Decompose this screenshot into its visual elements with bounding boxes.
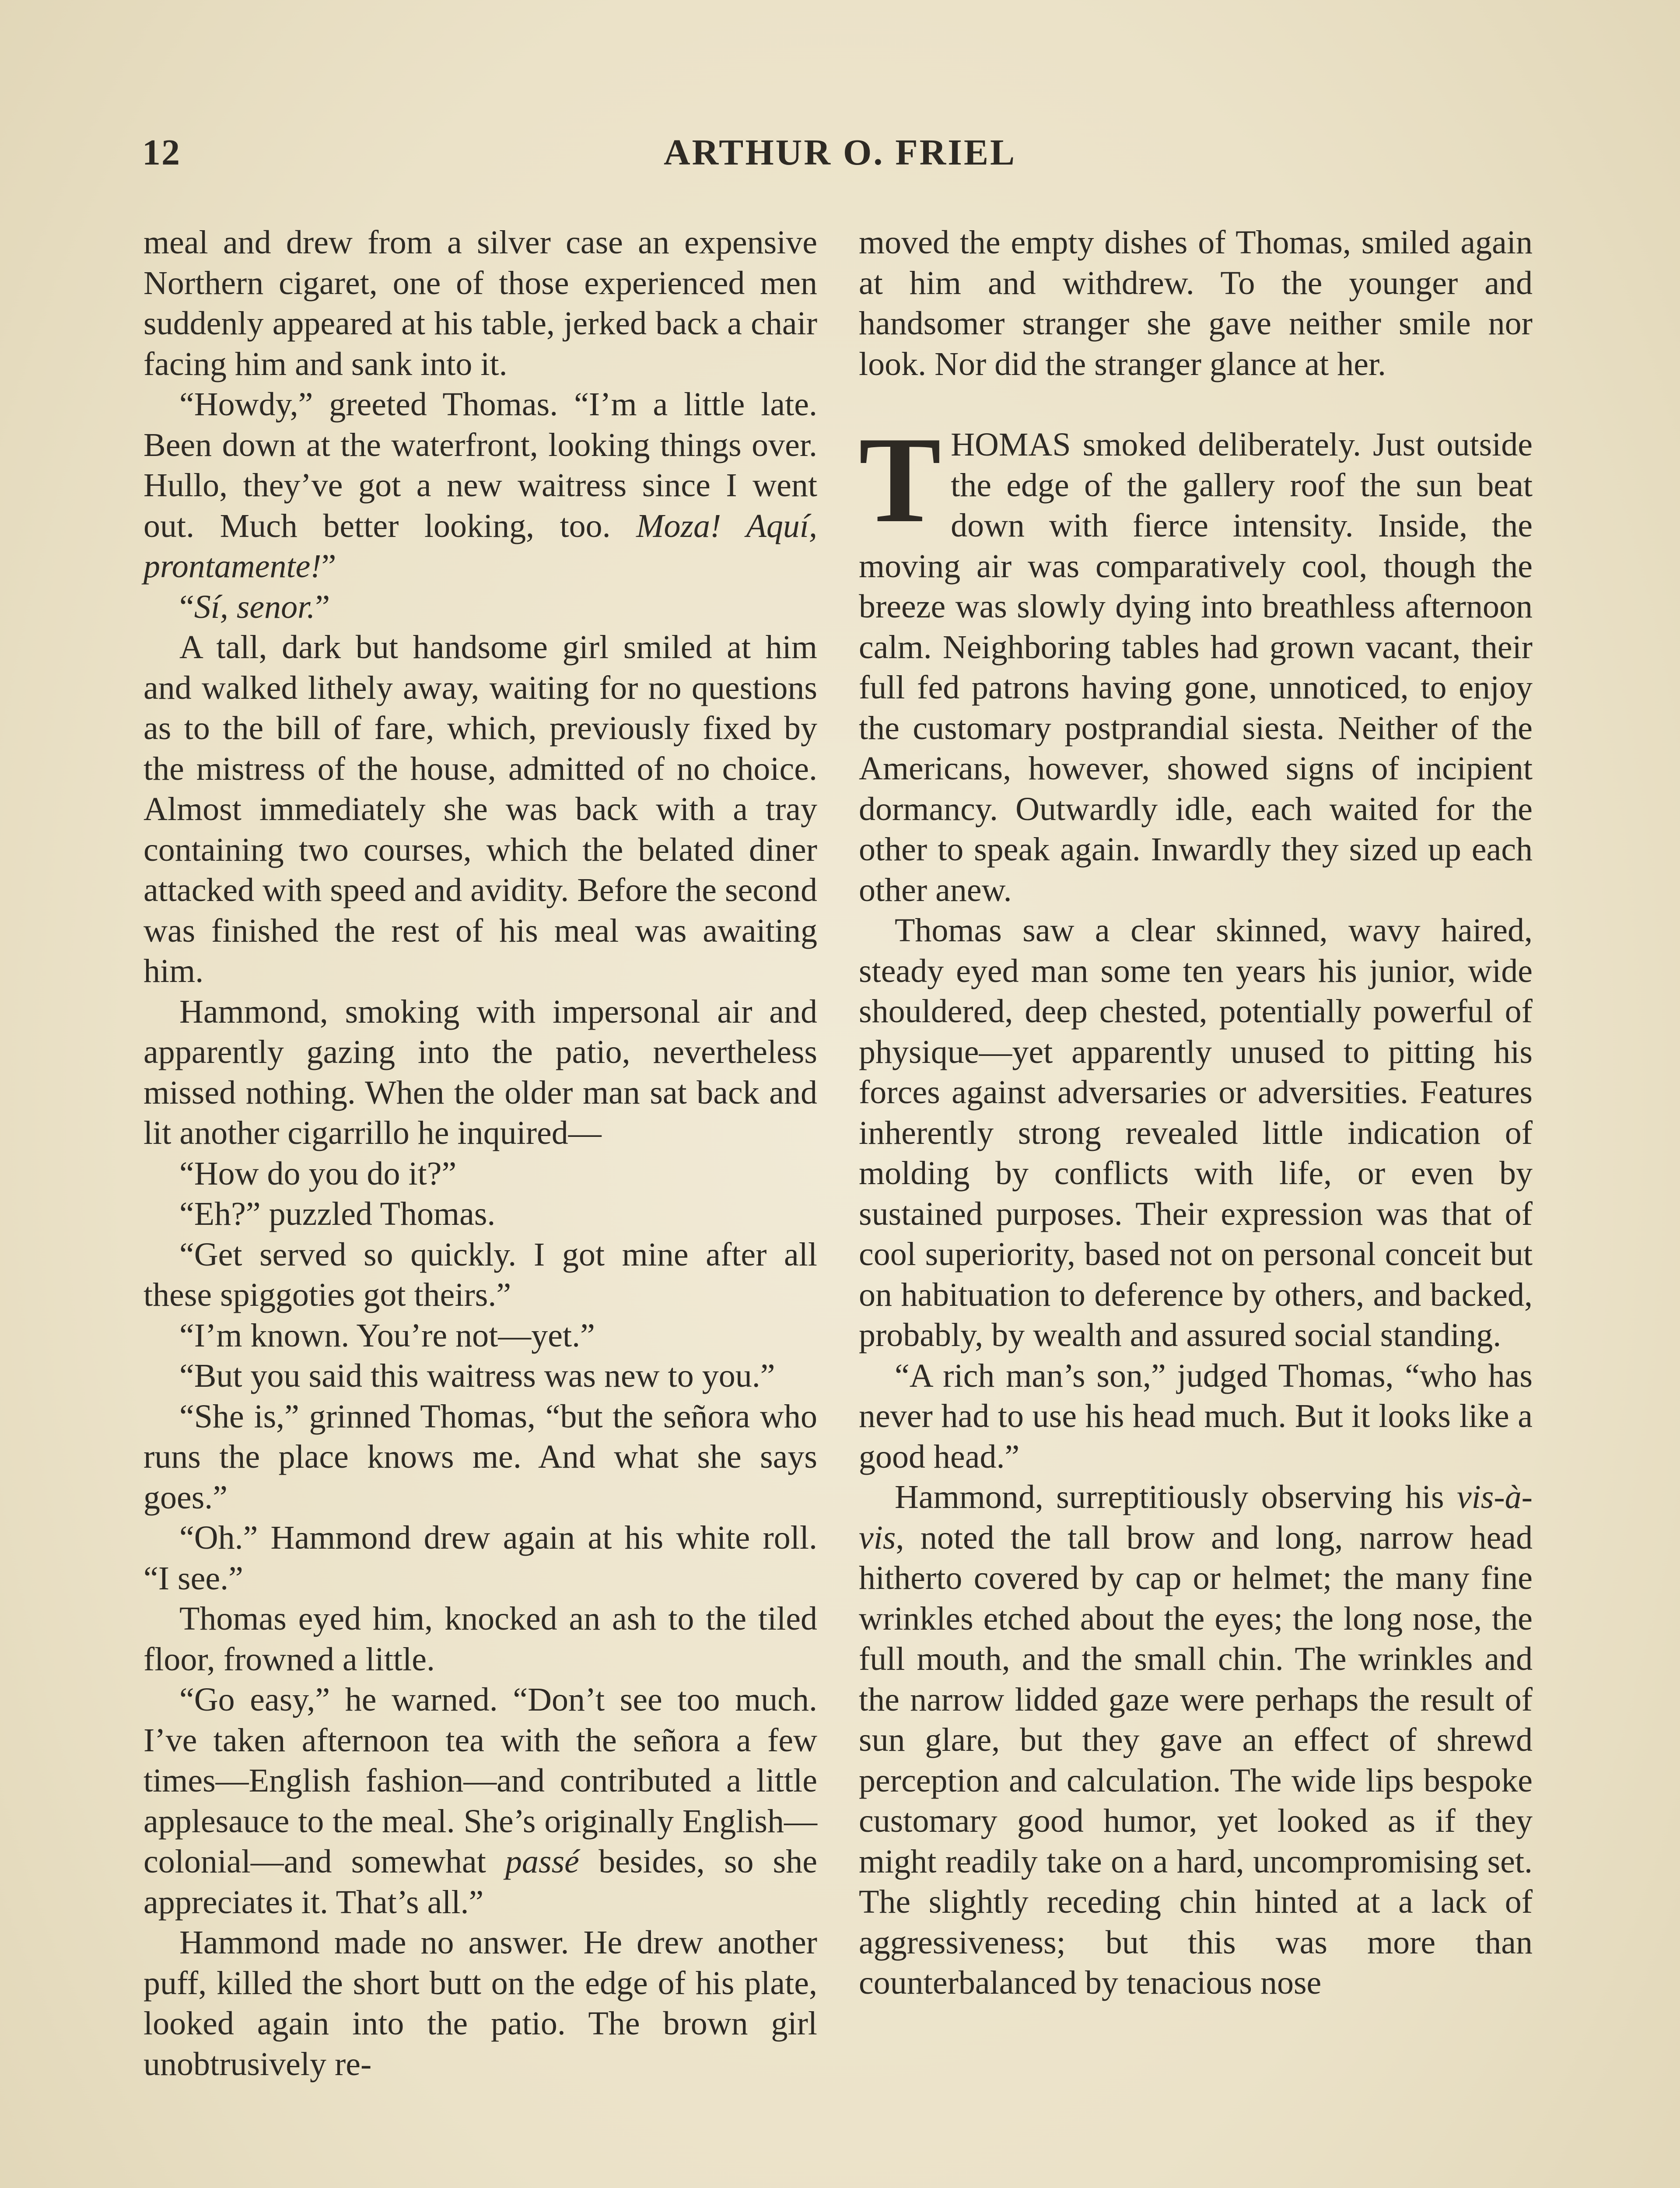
running-head: ARTHUR O. FRIEL (663, 132, 1017, 173)
paragraph: “Sí, senor.” (179, 588, 330, 625)
paragraph-drop-cap: THOMAS smoked deliberately. Just outside the edge of the gallery roof the sun beat down with fierce intensity. Inside, the moving air was comparatively cool, though the breeze was slowly dying into breathless afternoon calm. Neighboring tables had grown vacant, their full fed patrons having gone, unnoticed, to enjoy the customary postprandial siesta. Neither of the Americans, however, showed signs of incipient dormancy. Outwardly idle, each waited for the other to speak again. Inwardly they sized up each other anew. (859, 411, 1533, 908)
paragraph: Thomas saw a clear skinned, wavy haired, steady eyed man some ten years his junior, wide shouldered, deep chested, potentially powerful of physique—yet apparently unused to pitting his forces against adversaries or adversities. Features inherently strong revealed little indication of molding by conflicts with life, or even by sustained purposes. Their expression was that of cool superiority, based not on personal conceit but on habituation to deference by others, and backed, probably, by wealth and assured social standing. (859, 912, 1533, 1353)
paragraph: “Get served so quickly. I got mine after all these spiggoties got theirs.” (144, 1236, 817, 1313)
paragraph: “Oh.” Hammond drew again at his white roll. “I see.” (144, 1519, 817, 1597)
section-break (859, 384, 1533, 424)
paragraph: “A rich man’s son,” judged Thomas, “who has never had to use his head much. But it looks like a good head.” (859, 1357, 1533, 1475)
page-number: 12 (142, 132, 181, 173)
paragraph: Hammond, surreptitiously observing his vis-à-vis, noted the tall brow and long, narrow head hitherto covered by cap or helmet; the many fine wrinkles etched about the eyes; the long nose, the full mouth, and the small chin. The wrinkles and the narrow lidded gaze were perhaps the result of sun glare, but they gave an effect of shrewd perception and calculation. The wide lips bespoke customary good humor, yet looked as if they might readily take on a hard, uncompromising set. The slightly receding chin hinted at a lack of aggressiveness; but this was more than counterbalanced by tenacious nose (859, 1479, 1533, 2001)
paragraph-continuation: moved the empty dishes of Thomas, smiled again at him and withdrew. To the younger and handsomer stranger she gave neither smile nor look. Nor did the stranger glance at her. (859, 224, 1533, 382)
left-column (144, 222, 817, 2084)
paragraph: “Eh?” puzzled Thomas. (179, 1196, 496, 1232)
paragraph: Hammond, smoking with impersonal air and apparently gazing into the patio, nevertheless missed nothing. When the older man sat back and lit another cigarrillo he inquired— (144, 993, 817, 1151)
right-column (859, 222, 1533, 2003)
paragraph: “But you said this waitress was new to you.” (179, 1357, 775, 1394)
paragraph: “How do you do it?” (179, 1155, 457, 1192)
paragraph: “I’m known. You’re not—yet.” (179, 1317, 595, 1354)
drop-cap: T (859, 411, 942, 548)
paragraph: “Go easy,” he warned. “Don’t see too much. I’ve taken afternoon tea with the señora a few times—English fashion—and contributed a little applesauce to the meal. She’s originally English—colonial—and somewhat passé besides, so she appreciates it. That’s all.” (144, 1681, 817, 1921)
paragraph: meal and drew from a silver case an expensive Northern cigaret, one of those experienced men suddenly appeared at his table, jerked back a chair facing him and sank into it. (144, 224, 817, 382)
paragraph: A tall, dark but handsome girl smiled at him and walked lithely away, waiting for no questions as to the bill of fare, which, previously fixed by the mistress of the house, admitted of no choice. Almost immediately she was back with a tray containing two courses, which the belated diner attacked with speed and avidity. Before the second was finished the rest of his meal was awaiting him. (144, 629, 817, 989)
paragraph: “She is,” grinned Thomas, “but the señora who runs the place knows me. And what she says goes.” (144, 1398, 817, 1516)
paragraph: Hammond made no answer. He drew another puff, killed the short butt on the edge of his plate, looked again into the patio. The brown girl unobtrusively re- (144, 1924, 817, 2083)
paragraph: Thomas eyed him, knocked an ash to the tiled floor, frowned a little. (144, 1600, 817, 1678)
paragraph: “Howdy,” greeted Thomas. “I’m a little late. Been down at the waterfront, looking things over. Hullo, they’ve got a new waitress since I went out. Much better looking, too. Moza! Aquí, prontamente!” (144, 386, 817, 585)
